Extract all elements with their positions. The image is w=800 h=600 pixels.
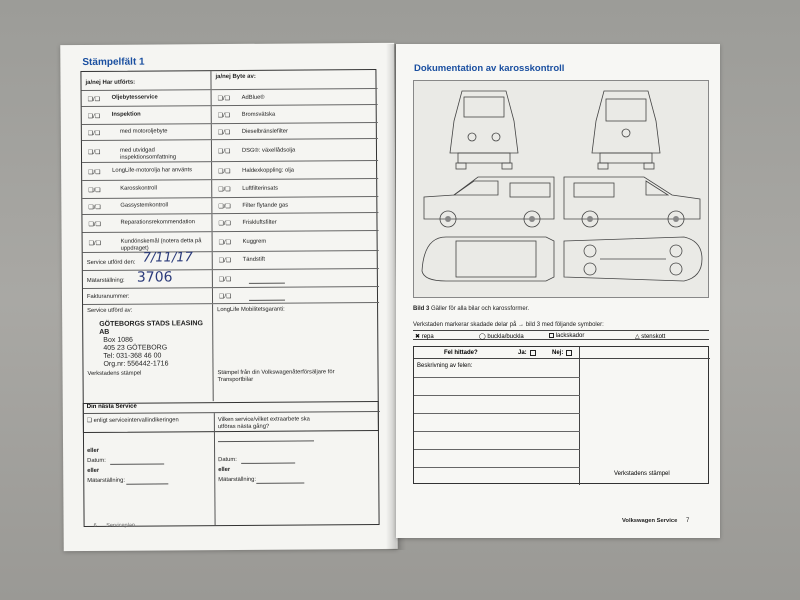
tandstift-label: Tändstift bbox=[242, 256, 265, 263]
replacement-item-label: Dieselbränslefilter bbox=[241, 128, 288, 135]
table-row bbox=[82, 138, 378, 162]
dealer-stamp-imprint bbox=[99, 320, 212, 369]
next-service-box bbox=[83, 401, 380, 527]
page-number: 7 bbox=[686, 518, 690, 524]
figure-caption: Gäller för alla bilar och karossformer. bbox=[431, 306, 530, 312]
checkbox[interactable]: ❑/❑ bbox=[88, 240, 102, 247]
service-item-label: med motoroljebyte bbox=[119, 128, 168, 135]
symbol-paint-label: lackskador bbox=[555, 333, 585, 340]
workshop-stamp-label: Verkstadens stämpel bbox=[614, 471, 670, 477]
replacement-item-label: Luftfilterinsats bbox=[242, 185, 279, 192]
service-date-handwritten: 7/11/17 bbox=[142, 250, 193, 266]
longlife-label: LongLife Mobilitetsgaranti: bbox=[217, 306, 285, 314]
col2-header: ja/nej Byte av: bbox=[215, 73, 256, 81]
stamp-line: Box 1086 bbox=[103, 336, 133, 344]
stamp-line: GÖTEBORGS STADS LEASING AB bbox=[99, 320, 203, 336]
or-label: eller bbox=[218, 466, 231, 474]
symbol-dent: ◯ buckla/buckla bbox=[479, 334, 524, 340]
van-outline-icon bbox=[414, 81, 710, 299]
vehicle-diagram bbox=[413, 80, 709, 298]
left-page bbox=[60, 43, 398, 551]
service-item-label: med utvidgad inspektionsomfattning bbox=[119, 147, 177, 161]
checkbox[interactable]: ❑/❑ bbox=[88, 187, 101, 194]
checkbox[interactable]: ❑/❑ bbox=[218, 276, 232, 284]
next-service-title: Din nästa Service bbox=[84, 402, 380, 414]
page-number: 6 bbox=[93, 522, 97, 529]
invoice-label: Fakturanummer: bbox=[86, 293, 130, 300]
checkbox[interactable]: ❑/❑ bbox=[217, 112, 231, 120]
service-item-label: Inspektion bbox=[111, 111, 141, 118]
table-row bbox=[82, 178, 378, 198]
service-item-label: Oljebytesservice bbox=[111, 94, 158, 101]
checkbox[interactable]: ❑/❑ bbox=[218, 168, 231, 176]
meter-label: Mätarställning: bbox=[218, 476, 257, 484]
page-title: Dokumentation av karosskontroll bbox=[414, 63, 565, 74]
workshop-stamp-label: Verkstadens stämpel bbox=[87, 370, 142, 377]
table-row bbox=[82, 212, 378, 232]
table-row bbox=[82, 104, 378, 124]
defect-box bbox=[413, 346, 709, 484]
figure-label: Bild 3 bbox=[413, 306, 430, 312]
col1-header: ja/nej Har utförts: bbox=[85, 79, 136, 86]
replacement-item-label: Kuggrem bbox=[242, 238, 267, 245]
or-label: eller bbox=[87, 467, 100, 474]
checkbox[interactable]: ❑/❑ bbox=[218, 293, 232, 301]
symbol-scratch: ✖ repa bbox=[415, 334, 434, 340]
footer-brand: Volkswagen Service bbox=[622, 518, 678, 524]
replacement-item-label: AdBlue® bbox=[241, 94, 265, 101]
table-header-row bbox=[81, 70, 377, 90]
replacement-item-label: Bromsvätska bbox=[241, 111, 276, 118]
or-label: eller bbox=[87, 447, 100, 454]
next-service-question: Vilken service/vilket extraarbete ska utföras nästa gång? bbox=[217, 416, 310, 431]
stamp-line: Tel: 031-368 46 00 bbox=[103, 352, 162, 360]
checkbox[interactable]: ❑/❑ bbox=[87, 149, 101, 156]
yes-label: Ja: bbox=[518, 350, 527, 356]
symbol-paint bbox=[549, 333, 584, 339]
checkbox[interactable]: ❑/❑ bbox=[217, 148, 231, 156]
symbol-legend bbox=[413, 330, 709, 340]
replacement-item-label: Friskluftsfilter bbox=[242, 219, 277, 226]
checkbox[interactable]: ❑/❑ bbox=[218, 186, 231, 194]
no-label: Nej: bbox=[552, 350, 564, 356]
stamp-row bbox=[83, 302, 380, 402]
service-date-row bbox=[83, 250, 379, 270]
meter-label: Mätarställning: bbox=[87, 477, 126, 484]
service-table bbox=[80, 69, 379, 433]
meter-row bbox=[83, 268, 379, 288]
checkbox[interactable]: ❑/❑ bbox=[218, 239, 232, 247]
marking-instruction: Verkstaden markerar skadade delar på → bild 3 med följande symboler: bbox=[413, 322, 604, 328]
diagram-caption bbox=[413, 306, 529, 312]
performed-by-label: Service utförd av: bbox=[87, 307, 133, 314]
checkbox[interactable]: ❑/❑ bbox=[218, 220, 231, 228]
replacement-item-label: Haldexkoppling: olja bbox=[242, 167, 295, 174]
table-row bbox=[83, 230, 379, 252]
meter-label: Mätarställning: bbox=[86, 277, 125, 284]
checkbox[interactable]: ❑/❑ bbox=[88, 221, 101, 228]
table-row bbox=[82, 160, 378, 180]
service-item-label: Gassystemkontroll bbox=[120, 202, 169, 209]
checkbox[interactable]: ❑/❑ bbox=[88, 169, 101, 176]
service-date-label: Service utförd den: bbox=[86, 259, 136, 266]
checkbox[interactable]: ❑/❑ bbox=[87, 113, 101, 120]
service-item-label: Kundönskemål (notera detta på uppdraget) bbox=[120, 238, 202, 252]
defect-header bbox=[414, 347, 710, 359]
service-item-label: Reparationsrekommendation bbox=[120, 219, 195, 226]
replacement-item-label: DSG®: växellådsolja bbox=[241, 147, 296, 154]
description-label: Beskrivning av felen: bbox=[417, 363, 473, 369]
interval-checkbox[interactable]: ❑ enligt serviceintervallindikeringen bbox=[86, 417, 179, 424]
dealer-stamp-label: Stämpel från din Volkswagenåterförsäljare för Transportbilar bbox=[217, 369, 335, 384]
date-label: Datum: bbox=[87, 457, 106, 464]
date-label: Datum: bbox=[218, 456, 237, 464]
no-checkbox[interactable] bbox=[566, 350, 572, 356]
checkbox[interactable]: ❑/❑ bbox=[88, 204, 101, 211]
checkbox[interactable]: ❑/❑ bbox=[87, 96, 101, 103]
yes-checkbox[interactable] bbox=[530, 350, 536, 356]
checkbox[interactable]: ❑/❑ bbox=[217, 129, 231, 137]
service-item-label: Karosskontroll bbox=[120, 185, 157, 192]
checkbox[interactable]: ❑/❑ bbox=[218, 257, 232, 265]
checkbox[interactable]: ❑/❑ bbox=[87, 130, 101, 137]
stamp-line: 405 23 GÖTEBORG bbox=[103, 344, 168, 352]
checkbox[interactable]: ❑/❑ bbox=[217, 95, 231, 103]
page-title: Stämpelfält 1 bbox=[82, 56, 145, 69]
page-footer bbox=[94, 523, 135, 529]
defect-question: Fel hittade? bbox=[444, 350, 478, 356]
meter-handwritten: 3706 bbox=[136, 269, 173, 286]
footer-text: Serviceplan bbox=[106, 522, 135, 529]
stamp-line: Org.nr: 556442-1716 bbox=[103, 360, 169, 368]
symbol-stonechip: △ stenskott bbox=[635, 334, 666, 340]
replacement-item-label: Filter flytande gas bbox=[242, 202, 289, 209]
right-page bbox=[396, 44, 720, 538]
service-item-label: LongLife-motorolja har använts bbox=[112, 167, 193, 174]
checkbox[interactable]: ❑/❑ bbox=[218, 203, 231, 211]
